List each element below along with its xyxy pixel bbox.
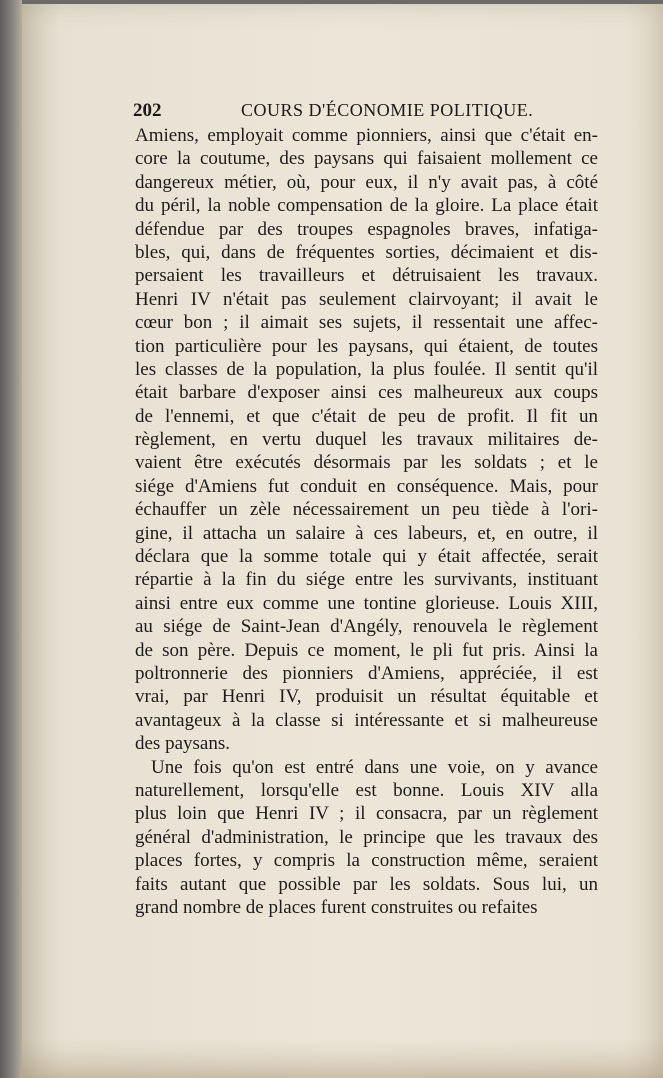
text-line: du péril, la noble compensation de la gloire. La place était xyxy=(135,195,598,217)
text-line: règlement, en vertu duquel les travaux militaires de- xyxy=(135,429,598,451)
text-line: faits autant que possible par les soldats. Sous lui, un xyxy=(135,873,598,895)
text-line: des paysans. xyxy=(135,733,230,755)
text-line: vaient être exécutés désormais par les soldats ; et le xyxy=(135,452,598,474)
text-line: siége d'Amiens fut conduit en conséquence. Mais, pour xyxy=(135,475,598,497)
text-line: déclara que la somme totale qui y était affectée, serait xyxy=(135,546,598,568)
text-line: cœur bon ; il aimait ses sujets, il ressentait une affec- xyxy=(135,312,598,334)
text-line: échauffer un zèle nécessairement un peu tiède à l'ori- xyxy=(135,499,598,521)
text-line: naturellement, lorsqu'elle est bonne. Louis XIV alla xyxy=(135,779,598,801)
text-line: général d'administration, le principe que les travaux des xyxy=(135,826,598,848)
page-number: 202 xyxy=(133,100,162,121)
book-spine xyxy=(0,0,22,1078)
text-line: grand nombre de places furent construites ou refaites xyxy=(135,896,538,918)
paragraph xyxy=(135,756,598,920)
text-line: tion particulière pour les paysans, qui étaient, de toutes xyxy=(135,335,598,357)
text-line: au siége de Saint-Jean d'Angély, renouvela le règlement xyxy=(135,616,598,638)
text-line: répartie à la fin du siége entre les survivants, instituant xyxy=(135,569,598,591)
body-text xyxy=(135,124,598,919)
text-line: bles, qui, dans de fréquentes sorties, décimaient et dis- xyxy=(135,241,598,263)
text-line: gine, il attacha un salaire à ces labeurs, et, en outre, il xyxy=(135,522,598,544)
text-line: les classes de la population, la plus foulée. Il sentit qu'il xyxy=(135,358,598,380)
text-line: core la coutume, des paysans qui faisaient mollement ce xyxy=(135,148,598,170)
text-line: vrai, par Henri IV, produisit un résultat équitable et xyxy=(135,686,598,708)
text-line: de son père. Depuis ce moment, le pli fut pris. Ainsi la xyxy=(135,639,598,661)
text-line: Henri IV n'était pas seulement clairvoyant; il avait le xyxy=(135,288,598,310)
text-line: poltronnerie des pionniers d'Amiens, appréciée, il est xyxy=(135,662,598,684)
text-line: Amiens, employait comme pionniers, ainsi que c'était en- xyxy=(135,125,598,146)
text-line: de l'ennemi, et que c'était de peu de profit. Il fit un xyxy=(135,405,598,427)
text-line: dangereux métier, où, pour eux, il n'y avait pas, à côté xyxy=(135,171,598,193)
text-line: avantageux à la classe si intéressante et si malheureuse xyxy=(135,709,598,731)
text-line: plus loin que Henri IV ; il consacra, par un règlement xyxy=(135,803,598,825)
text-line: était barbare d'exposer ainsi ces malheureux aux coups xyxy=(135,382,598,404)
text-line: Une fois qu'on est entré dans une voie, on y avance xyxy=(151,756,598,778)
text-line: défendue par des troupes espagnoles braves, infatiga- xyxy=(135,218,598,240)
paragraph xyxy=(135,124,598,756)
text-line: places fortes, y compris la construction même, seraient xyxy=(135,850,598,872)
text-line: ainsi entre eux comme une tontine glorieuse. Louis XIII, xyxy=(135,592,598,614)
text-line: persaient les travailleurs et détruisaient les travaux. xyxy=(135,265,598,287)
running-head: COURS D'ÉCONOMIE POLITIQUE. xyxy=(241,100,534,120)
